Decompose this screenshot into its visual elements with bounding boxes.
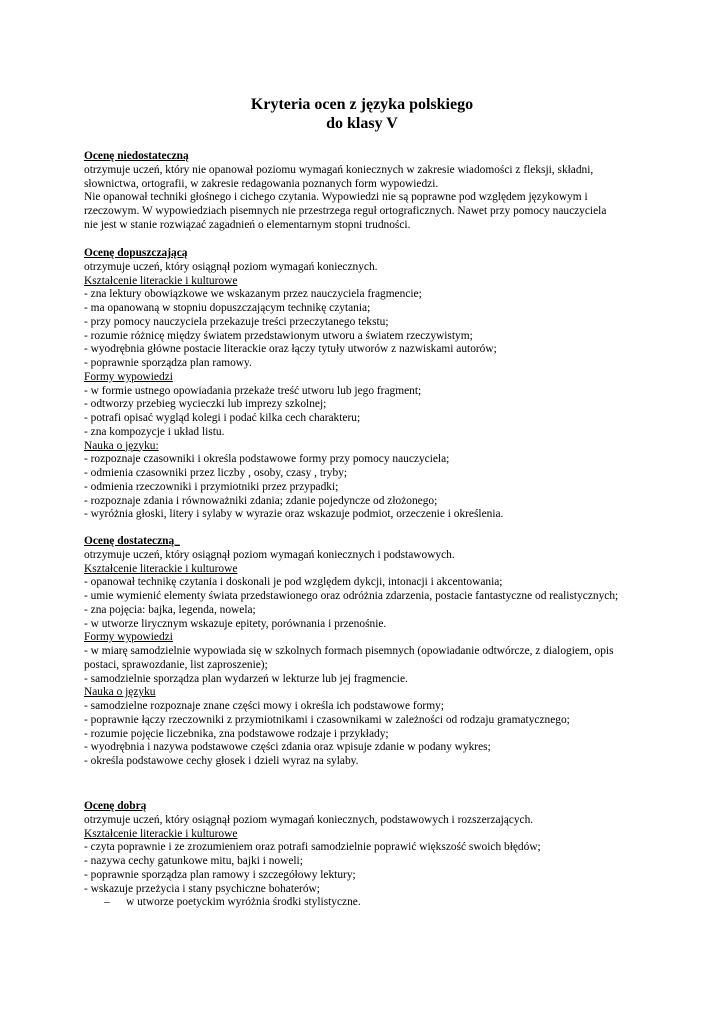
text-line: - samodzielnie sporządza plan wydarzeń w lekturze lub jej fragmencie. <box>84 672 408 685</box>
text-line: - w miarę samodzielnie wypowiada się w szkolnych formach pisemnych (opowiadanie odtwórcze, z dialogiem, opis <box>84 645 614 657</box>
text-line: - odtworzy przebieg wycieczki lub imprezy szkolnej; <box>84 398 327 411</box>
document-title: Kryteria ocen z języka polskiego <box>250 96 474 113</box>
subheading: Kształcenie literackie i kulturowe <box>84 274 238 287</box>
text-line: otrzymuje uczeń, który osiągnął poziom wymagań koniecznych i podstawowych. <box>84 548 455 561</box>
text-line: - poprawnie łączy rzeczowniki z przymiotnikami i czasownikami w zależności od rodzaju gramatycznego; <box>84 713 570 726</box>
text-line: - samodzielne rozpoznaje znane części mowy i określa ich podstawowe formy; <box>84 700 444 712</box>
section-dobra <box>84 800 644 910</box>
text-line: - rozumie różnicę między światem przedstawionym utworu a światem rzeczywistym; <box>84 329 473 342</box>
subheading: Kształcenie literackie i kulturowe <box>84 827 238 840</box>
dash-list-item <box>84 896 644 910</box>
text-line: - odmienia czasowniki przez liczby , osoby, czasy , tryby; <box>84 467 348 479</box>
subheading: Nauka o języku <box>84 686 156 699</box>
document-subtitle: do klasy V <box>326 115 398 132</box>
text-line: - w utworze lirycznym wskazuje epitety, porównania i przenośnie. <box>84 617 387 630</box>
subheading: Kształcenie literackie i kulturowe <box>84 562 238 575</box>
text-line: - zna lektury obowiązkowe we wskazanym przez nauczyciela fragmencie; <box>84 288 422 301</box>
subheading: Nauka o języku: <box>84 439 159 452</box>
section-niedostateczna <box>84 150 644 233</box>
section-heading: Ocenę dostateczną_ <box>84 535 180 547</box>
section-heading: Ocenę dobrą <box>84 800 147 812</box>
text-line: postaci, sprawozdanie, list zaproszenie); <box>84 658 268 671</box>
text-line: - wyróżnia głoski, litery i sylaby w wyrazie oraz wskazuje podmiot, orzeczenie i określenia. <box>84 508 504 521</box>
text-line: - poprawnie sporządza plan ramowy i szczegółowy lektury; <box>84 868 356 881</box>
text-line: - wskazuje przeżycia i stany psychiczne bohaterów; <box>84 882 320 895</box>
text-line: otrzymuje uczeń, który osiągnął poziom wymagań koniecznych, podstawowych i rozszerzających. <box>84 813 534 826</box>
text-line: - rozumie pojęcie liczebnika, zna podstawowe rodzaje i przykłady; <box>84 727 389 740</box>
section-dostateczna <box>84 535 644 769</box>
section-heading: Ocenę niedostateczną <box>84 150 189 162</box>
text-line: - rozpoznaje zdania i równoważniki zdania; zdanie pojedyncze od złożonego; <box>84 494 438 507</box>
text-line: - nazywa cechy gatunkowe mitu, bajki i noweli; <box>84 855 303 867</box>
text-line: rzeczowym. W wypowiedziach pisemnych nie przestrzega reguł ortograficznych. Nawet przy pomocy nauczyciela <box>84 205 607 217</box>
section-heading: Ocenę dopuszczającą <box>84 247 188 259</box>
text-line: słownictwa, ortografii, w zakresie redagowania poznanych form wypowiedzi. <box>84 177 439 190</box>
text-line: - rozpoznaje czasowniki i określa podstawowe formy przy pomocy nauczyciela; <box>84 453 450 466</box>
list-item-text: w utworze poetyckim wyróżnia środki stylistyczne. <box>126 896 361 909</box>
subheading: Formy wypowiedzi <box>84 631 173 644</box>
text-line: - wyodrębnia główne postacie literackie oraz łączy tytuły utworów z nazwiskami autorów; <box>84 343 497 356</box>
text-line: - potrafi opisać wygląd kolegi i podać kilka cech charakteru; <box>84 412 361 424</box>
text-line: - zna kompozycje i układ listu. <box>84 425 225 438</box>
section-dopuszczajaca <box>84 247 644 522</box>
text-line: - zna pojęcia: bajka, legenda, nowela; <box>84 603 256 616</box>
text-line: - wyodrębnia i nazywa podstawowe części zdania oraz wpisuje zdanie w podany wykres; <box>84 741 491 754</box>
text-line: - opanował technikę czytania i doskonali je pod względem dykcji, intonacji i akcentowania; <box>84 576 503 589</box>
text-line: - określa podstawowe cechy głosek i dzieli wyraz na sylaby. <box>84 755 359 767</box>
text-line: - umie wymienić elementy świata przedstawionego oraz odróżnia zdarzenia, postacie fantastyczne od realistycznych; <box>84 590 619 602</box>
text-line: - poprawnie sporządza plan ramowy. <box>84 357 252 369</box>
dash-bullet: – <box>104 896 110 909</box>
text-line: nie jest w stanie rozwiązać zagadnień o elementarnym stopni trudności. <box>84 218 411 231</box>
text-line: - odmienia rzeczowniki i przymiotniki przez przypadki; <box>84 480 339 493</box>
text-line: - czyta poprawnie i ze zrozumieniem oraz potrafi samodzielnie poprawić większość swoich błędów; <box>84 841 541 854</box>
text-line: - w formie ustnego opowiadania przekaże treść utworu lub jego fragment; <box>84 384 422 397</box>
text-line: otrzymuje uczeń, który nie opanował poziomu wymagań koniecznych w zakresie wiadomości z fleksji, składni, <box>84 163 594 176</box>
text-line: Nie opanował techniki głośnego i cichego czytania. Wypowiedzi nie są poprawne pod względem językowym i <box>84 191 588 204</box>
text-line: - ma opanowaną w stopniu dopuszczającym technikę czytania; <box>84 302 371 314</box>
subheading: Formy wypowiedzi <box>84 370 173 383</box>
text-line: - przy pomocy nauczyciela przekazuje treści przeczytanego tekstu; <box>84 315 389 328</box>
text-line: otrzymuje uczeń, który osiągnął poziom wymagań koniecznych. <box>84 260 378 273</box>
